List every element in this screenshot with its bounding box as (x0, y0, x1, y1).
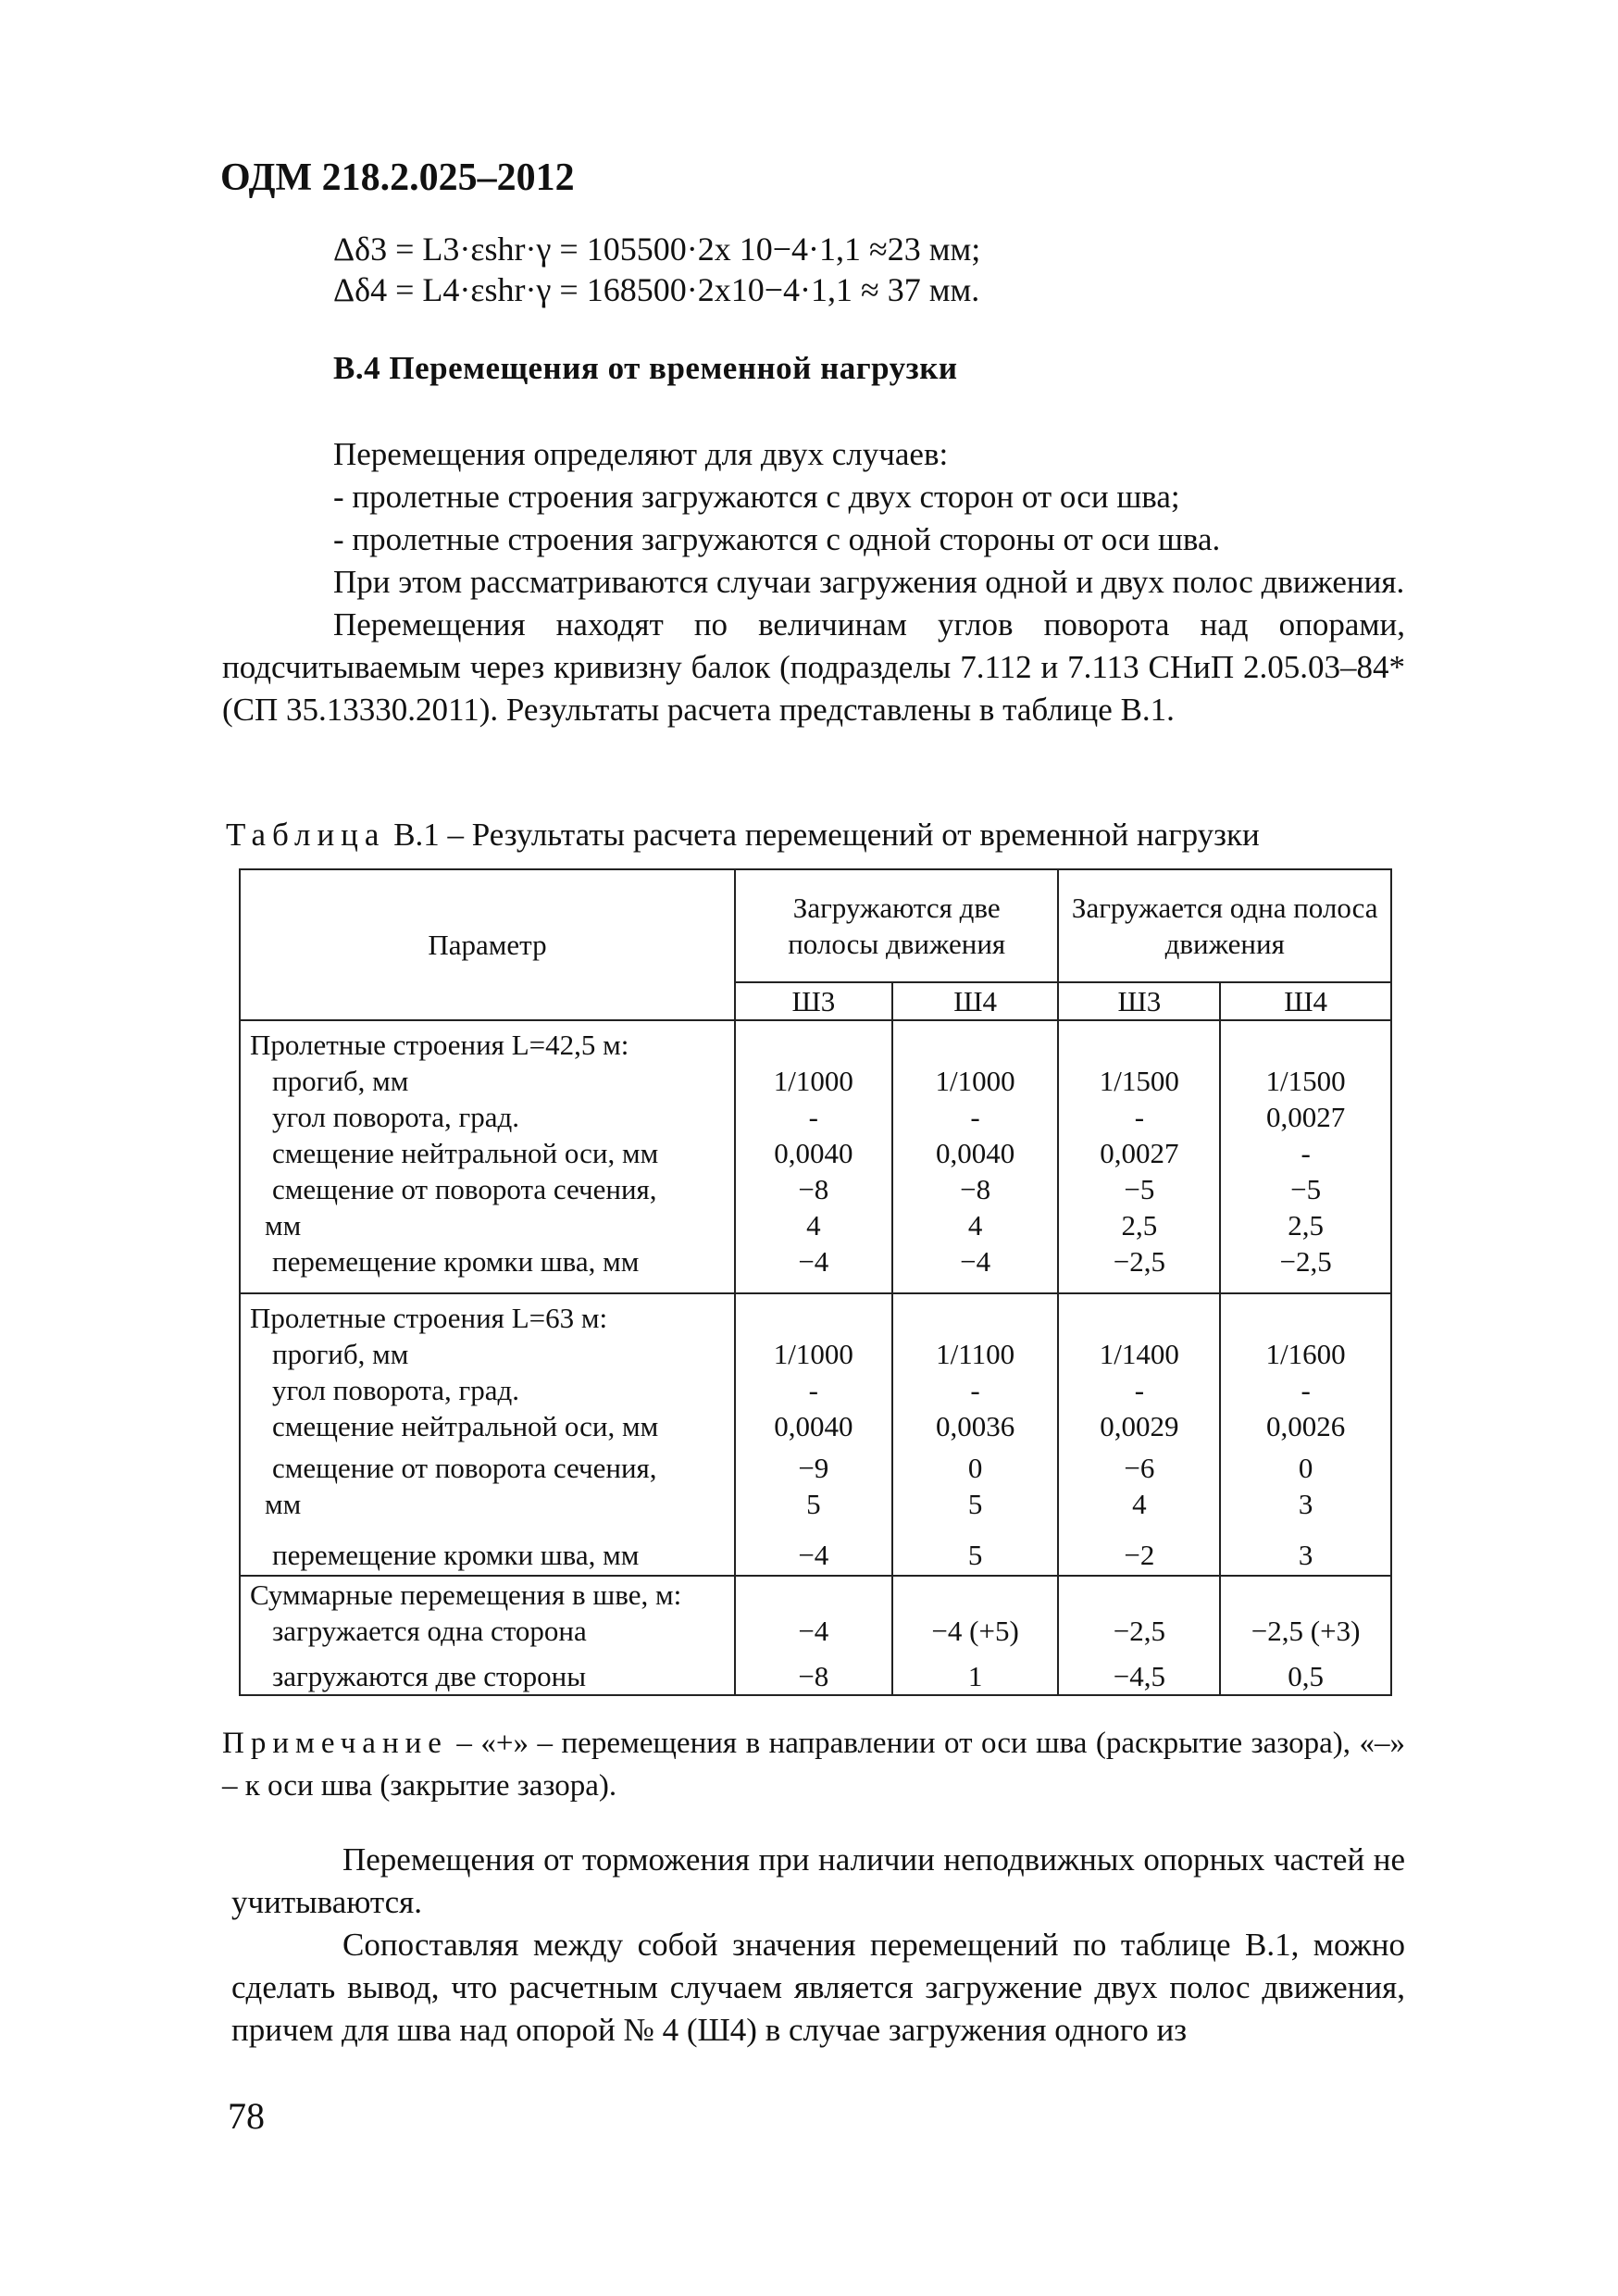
cell: 1 (892, 1649, 1059, 1695)
cell: 5 (735, 1486, 892, 1522)
cell: 3 (1220, 1522, 1391, 1576)
cell: −4 (735, 1522, 892, 1576)
row-label: перемещение кромки шва, мм (240, 1243, 735, 1293)
header-sub: Ш3 (1058, 982, 1220, 1020)
cell: - (1058, 1372, 1220, 1408)
cell: −6 (1058, 1444, 1220, 1486)
cell: −8 (735, 1649, 892, 1695)
cell: - (892, 1099, 1059, 1135)
table-row (240, 1576, 1391, 1613)
cell: 5 (892, 1486, 1059, 1522)
header-sub: Ш4 (1220, 982, 1391, 1020)
group-title: Суммарные перемещения в шве, м: (240, 1576, 735, 1613)
cell: - (1220, 1372, 1391, 1408)
cell: −2,5 (1058, 1613, 1220, 1649)
cell: - (1058, 1099, 1220, 1135)
header-two-lanes: Загружаются две полосы движения (735, 869, 1059, 982)
cell: −4,5 (1058, 1649, 1220, 1695)
table-row (240, 1408, 1391, 1444)
results-table (239, 868, 1392, 1696)
table-row (240, 1486, 1391, 1522)
paragraph: Сопоставляя между собой значения перемещений по таблице В.1, можно сделать вывод, что расчетным случаем является загружение двух полос движения, причем для шва над опорой № 4 (Ш4) в случае загружения одного из (231, 1927, 1405, 2048)
row-label: смещение от поворота сечения, (240, 1171, 735, 1207)
page-number: 78 (228, 2095, 265, 2137)
row-label: загружаются две стороны (240, 1649, 735, 1695)
table-row (240, 1293, 1391, 1336)
paragraph: При этом рассматриваются случаи загружения одной и двух полос движения. (333, 564, 1405, 600)
table-note (222, 1722, 1405, 1807)
cell: −2 (1058, 1522, 1220, 1576)
closing-text (231, 1839, 1405, 2052)
cell: 1/1400 (1058, 1336, 1220, 1372)
cell: - (735, 1099, 892, 1135)
list-item: - пролетные строения загружаются с одной стороны от оси шва. (333, 521, 1221, 557)
intro-text (222, 433, 1405, 731)
table-row (240, 1020, 1391, 1063)
table-group-63 (240, 1293, 1391, 1576)
row-label: прогиб, мм (240, 1336, 735, 1372)
cell: 1/1100 (892, 1336, 1059, 1372)
row-label: смещение нейтральной оси, мм (240, 1408, 735, 1444)
cell: 0,0027 (1058, 1135, 1220, 1171)
cell: 0,0040 (892, 1135, 1059, 1171)
table-group-total (240, 1576, 1391, 1695)
header-parameter: Параметр (240, 869, 735, 1020)
list-item: - пролетные строения загружаются с двух сторон от оси шва; (333, 479, 1180, 515)
cell: - (892, 1372, 1059, 1408)
section-title: В.4 Перемещения от временной нагрузки (333, 350, 958, 386)
row-label: мм (240, 1207, 735, 1243)
table-caption-label: Таблица (226, 817, 386, 853)
table-row (240, 1207, 1391, 1243)
cell: 2,5 (1058, 1207, 1220, 1243)
header-sub: Ш4 (892, 982, 1059, 1020)
cell: −8 (735, 1171, 892, 1207)
cell: 0,0029 (1058, 1408, 1220, 1444)
cell: 1/1000 (735, 1336, 892, 1372)
cell: 0,0036 (892, 1408, 1059, 1444)
cell: 0,5 (1220, 1649, 1391, 1695)
row-label: прогиб, мм (240, 1063, 735, 1099)
cell: 0,0040 (735, 1408, 892, 1444)
header-one-lane: Загружается одна полоса движения (1058, 869, 1391, 982)
note-label: Примечание (222, 1727, 448, 1760)
cell: −4 (+5) (892, 1613, 1059, 1649)
note-text: – «+» – перемещения в направлении от оси шва (раскрытие зазора), «–» – к оси шва (закрытие зазора). (222, 1727, 1405, 1803)
row-label: перемещение кромки шва, мм (240, 1522, 735, 1576)
row-label: смещение от поворота сечения, (240, 1444, 735, 1486)
row-label: загружается одна сторона (240, 1613, 735, 1649)
table-row (240, 1063, 1391, 1099)
cell: −4 (735, 1613, 892, 1649)
table-caption-text: В.1 – Результаты расчета перемещений от временной нагрузки (393, 817, 1260, 853)
cell: 0 (1220, 1444, 1391, 1486)
cell: 5 (892, 1522, 1059, 1576)
cell: −4 (892, 1243, 1059, 1293)
header-sub: Ш3 (735, 982, 892, 1020)
cell: −2,5 (1220, 1243, 1391, 1293)
table-row (240, 1099, 1391, 1135)
cell: 4 (1058, 1486, 1220, 1522)
table-row (240, 1613, 1391, 1649)
table-row (240, 1135, 1391, 1171)
cell: 1/1500 (1058, 1063, 1220, 1099)
cell: 1/1000 (735, 1063, 892, 1099)
table-row (240, 1243, 1391, 1293)
cell: 0,0040 (735, 1135, 892, 1171)
cell: 1/1600 (1220, 1336, 1391, 1372)
cell: 0 (892, 1444, 1059, 1486)
cell: 0,0026 (1220, 1408, 1391, 1444)
cell: 1/1000 (892, 1063, 1059, 1099)
table-row (240, 1372, 1391, 1408)
cell: −4 (735, 1243, 892, 1293)
row-label: мм (240, 1486, 735, 1522)
cell: −5 (1058, 1171, 1220, 1207)
table-group-42 (240, 1020, 1391, 1293)
formula-delta-3: Δδ3 = L3·εshr·γ = 105500·2x 10−4·1,1 ≈23 мм; (333, 231, 981, 268)
table-caption (226, 817, 1260, 854)
table-row (240, 1336, 1391, 1372)
cell: −5 (1220, 1171, 1391, 1207)
cell: −8 (892, 1171, 1059, 1207)
cell: −2,5 (+3) (1220, 1613, 1391, 1649)
table-row (240, 1649, 1391, 1695)
paragraph: Перемещения от торможения при наличии неподвижных опорных частей не учитываются. (231, 1841, 1405, 1920)
cell: 3 (1220, 1486, 1391, 1522)
paragraph: Перемещения определяют для двух случаев: (333, 436, 949, 472)
cell: 1/1500 (1220, 1063, 1391, 1099)
cell: −2,5 (1058, 1243, 1220, 1293)
row-label: угол поворота, град. (240, 1099, 735, 1135)
cell: 4 (735, 1207, 892, 1243)
row-label: смещение нейтральной оси, мм (240, 1135, 735, 1171)
table-row (240, 1171, 1391, 1207)
group-title: Пролетные строения L=63 м: (240, 1293, 735, 1336)
formula-delta-4: Δδ4 = L4·εshr·γ = 168500·2x10−4·1,1 ≈ 37 мм. (333, 271, 980, 308)
paragraph: Перемещения находят по величинам углов поворота над опорами, подсчитываемым через кривизну балок (подразделы 7.112 и 7.113 СНиП 2.05.03–84* (СП 35.13330.2011). Результаты расчета представлены в таблице В.1. (222, 606, 1405, 728)
cell: - (1220, 1135, 1391, 1171)
cell: 4 (892, 1207, 1059, 1243)
row-label: угол поворота, град. (240, 1372, 735, 1408)
group-title: Пролетные строения L=42,5 м: (240, 1020, 735, 1063)
table-row (240, 1522, 1391, 1576)
cell: 0,0027 (1220, 1099, 1391, 1135)
cell: −9 (735, 1444, 892, 1486)
table-row (240, 1444, 1391, 1486)
cell: 2,5 (1220, 1207, 1391, 1243)
document-code: ОДМ 218.2.025–2012 (220, 156, 575, 199)
cell: - (735, 1372, 892, 1408)
